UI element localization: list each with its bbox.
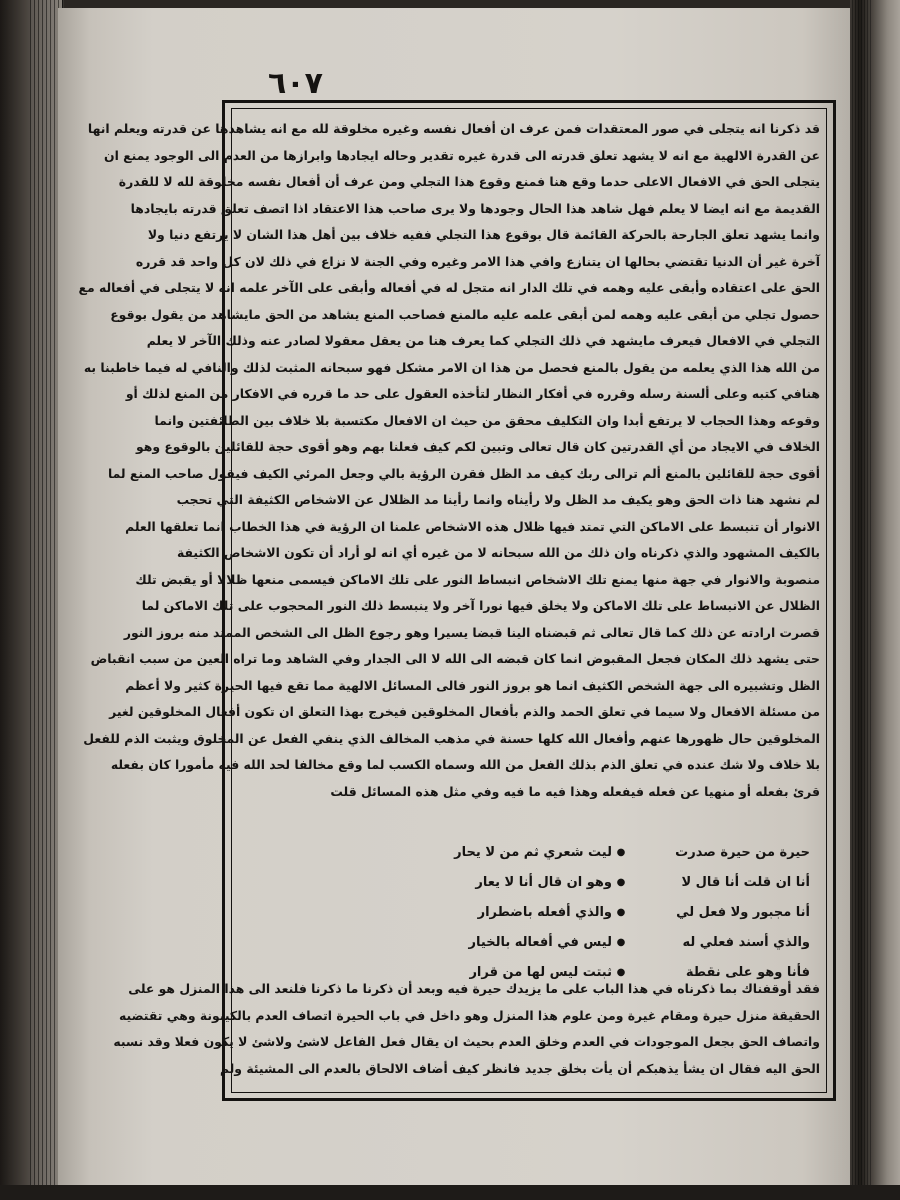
text-line: آخرة غير أن الدنيا تقتضي بحالها ان يتنازع وافي هذا الامر وغيره وفي الجنة لا نزاع في ذلك لان كل واحد قد قرره [135, 253, 820, 269]
verse-first-hemistich: فأنا وهو على نقطة [685, 965, 810, 980]
text-line: أقوى حجة للقائلين بالمنع ألم ترالى ربك كيف مد الظل فقرن الرؤية بالي وجعل المرئي الكيف فيقول صاحب المنع لما [107, 465, 820, 481]
verse-separator: ● [616, 907, 626, 918]
page-stack-right [852, 0, 872, 1200]
text-line: الحقيقة منزل حيرة ومقام غيرة ومن علوم هذا المنزل وهو داخل في باب الحيرة اتصاف العدم بالكينونة وهي تقتضيه [119, 1007, 820, 1023]
verse-second-hemistich: والذي أفعله باضطرار [477, 905, 612, 920]
poem-verse [410, 928, 810, 958]
text-line: قصرت ارادته عن ذلك كما قال تعالى ثم قبضناه الينا قبضا يسيرا وهو رجوع الظل الى الشخص الممتد منه بروز النور [123, 624, 820, 640]
text-line: قد ذكرنا انه يتجلى في صور المعتقدات فمن عرف ان أفعال نفسه وغيره مخلوقة لله مع انه يشاهدها عن قدرته ويعلم انها [87, 121, 820, 136]
poem-verse [410, 898, 810, 928]
verse-separator: ● [616, 937, 626, 948]
text-line: بالكيف المشهود والذي ذكرناه وان ذلك من الله سبحانه لا من غيره أي انه لو أراد أن تكون الاشخاص الكثيفة [176, 545, 820, 560]
verse-separator: ● [616, 847, 626, 858]
text-line: يتجلى الحق في الافعال الاعلى حدما وقع هنا فمنع وقوع هذا التجلي ومن عرف أن أفعال نفسه مخلوقة لله لا للقدرة [118, 174, 820, 189]
text-line: فقد أوقفناك بما ذكرناه في هذا الباب على ما يزيدك حيرة فيه وبعد أن ذكرنا ما ذكرنا فلنعد الى هذا المنزل هو على [128, 981, 820, 996]
text-line: عن القدرة الالهية مع انه لا يشهد تعلق قدرته الى قدرة غيره تقدير وحاله ايجادها وابرازها من العدم الى الوجود يمنع ان [104, 147, 820, 163]
text-line: القديمة مع انه ايضا لا يعلم فهل شاهد هذا الحال وجودها ولا يرى صاحب هذا الاعتقاد اذا اتصف تعلق قدرته بايجادها [130, 200, 820, 216]
text-line: الخلاف في الايجاد من أي القدرتين كان قال تعالى وتبين لكم كيف فعلنا بهم وهو أقوى حجة للقائلين بالوقوع وهو [135, 439, 820, 454]
text-line: منصوبة والانوار في جهة منها يمنع تلك الاشخاص انبساط النور على تلك الاماكن فيسمى منعها ظلالا أو يقبض تلك [135, 571, 820, 587]
text-line: واتصاف الحق بجعل الموجودات في العدم وخلق العدم بحيث ان يقال فعل الفاعل لاشئ ولاشئ لا يكون فعلا وقد نسبه [113, 1034, 820, 1049]
verse-first-hemistich: أنا مجبور ولا فعل لي [676, 905, 810, 920]
verse-separator: ● [616, 967, 626, 978]
verse-first-hemistich: والذي أسند فعلي له [682, 935, 810, 950]
verse-separator: ● [616, 877, 626, 888]
text-line: حصول تجلي من أبقى عليه وهمه لمن أبقى علمه عليه مالمنع فصاحب المنع يشاهد من الحق مايشاهد من يقول بوقوع [110, 306, 820, 322]
verse-first-hemistich: أنا ان قلت أنا قال لا [681, 875, 810, 890]
text-line: من الله هذا الذي يعلمه من يقول بالمنع فحصل من هذا ان الامر مشكل فهو سبحانه المثبت لذلك والنافي له فيما خاطبنا به [83, 359, 820, 375]
text-line: المخلوقين حال ظهورها عنهم وأفعال الله كلها حسنة في مذهب المخالف الذي ينفي الفعل عن المخلوق ويثبت الذم للفعل [83, 730, 820, 746]
text-line: لم نشهد هنا ذات الحق وهو يكيف مد الظل ولا رأيناه وانما رأينا مد الظلال عن الاشخاص الكثيفة التي تحجب [176, 492, 820, 507]
text-line: وانما يشهد تعلق الجارحة بالحركة القائمة قال بوقوع هذا التجلي ففيه خلاف بين أهل هذا الشان لا يرتفع دنيا ولا [147, 227, 820, 242]
text-line: من مسئلة الافعال ولا سيما في تعلق الحمد والذم بأفعال المخلوقين فيخرج بهذا التعلق ان تكون أفعال المخلوقين لغير [109, 704, 820, 719]
text-line: بلا خلاف ولا شك عنده في تعلق الذم بذلك الفعل من الله وسماه الكسب لما وقع مخالفا لحد الله فيه مأمورا كان بفعله [110, 757, 820, 772]
text-line: الحق اليه فقال ان يشأ يذهبكم أن يأت بخلق جديد فانظر كيف أضاف الالحاق بالعدم الى المشيئة ولم [219, 1060, 820, 1076]
poem-verse [410, 868, 810, 898]
verse-first-hemistich: حيرة من حيرة صدرت [675, 845, 810, 860]
page-number: ٦٠٧ [268, 66, 323, 101]
bottom-shadow [0, 1185, 900, 1200]
closing-text [113, 976, 820, 1082]
poem-verse [410, 838, 810, 868]
verse-second-hemistich: ثبتت ليس لها من قرار [469, 965, 612, 980]
main-text [78, 116, 820, 805]
verse-second-hemistich: وهو ان قال أنا لا يعار [475, 875, 612, 890]
text-line: وقوعه وهذا الحجاب لا يرتفع أبدا وان التكليف محقق من حيث ان الافعال مكتسبة بلا خلاف بين الطائفتين وانما [154, 412, 820, 428]
verse-second-hemistich: ليس في أفعاله بالخيار [468, 935, 612, 950]
verse-second-hemistich: ليت شعري ثم من لا يحار [454, 845, 612, 860]
text-line-last: قرئ بفعله أو منهيا عن فعله فيفعله وهذا فيه ما فيه وفي مثل هذه المسائل قلت [330, 783, 820, 799]
text-line: الظل وتشبيره الى جهة الشخص الكثيف انما هو بروز النور فالى المسائل الالهية مما تقع فيها الحيرة كثير ولا أعظم [125, 677, 820, 693]
text-line: التجلي في الافعال فيعرف مايشهد في ذلك التجلي كما يعرف هنا من يعقل معقولا لصادر عنه وذلك الآخر لا يعلم [146, 333, 820, 348]
poem [410, 838, 810, 988]
text-line: الظلال عن الانبساط على تلك الاماكن ولا يخلق فيها نورا آخر ولا ينبسط ذلك النور المحجوب على تلك الاماكن لما [141, 598, 820, 613]
text-line: هنافي كتبه وعلى ألسنة رسله وقرره في أفكار النظار لتأخذه العقول على حد ما قرره في الافكار من المنع لذلك أو [125, 386, 820, 401]
text-line: الحق على اعتقاده وأبقى عليه وهمه في تلك الدار انه متجل له في أفعاله وأبقى على الآخر علمه انه لا يتجلى في أفعاله مع [78, 280, 820, 295]
text-line: الانوار أن تنبسط على الاماكن التي تمتد فيها ظلال هذه الاشخاص علمنا ان الرؤية في هذا الخطاب انما تعلقها العلم [125, 518, 820, 534]
text-line: حتى يشهد ذلك المكان فجعل المقبوض انما كان قبضه الى الله لا الى الجدار وفي الشاهد وما تراه العين من سبب انقباض [90, 651, 820, 666]
